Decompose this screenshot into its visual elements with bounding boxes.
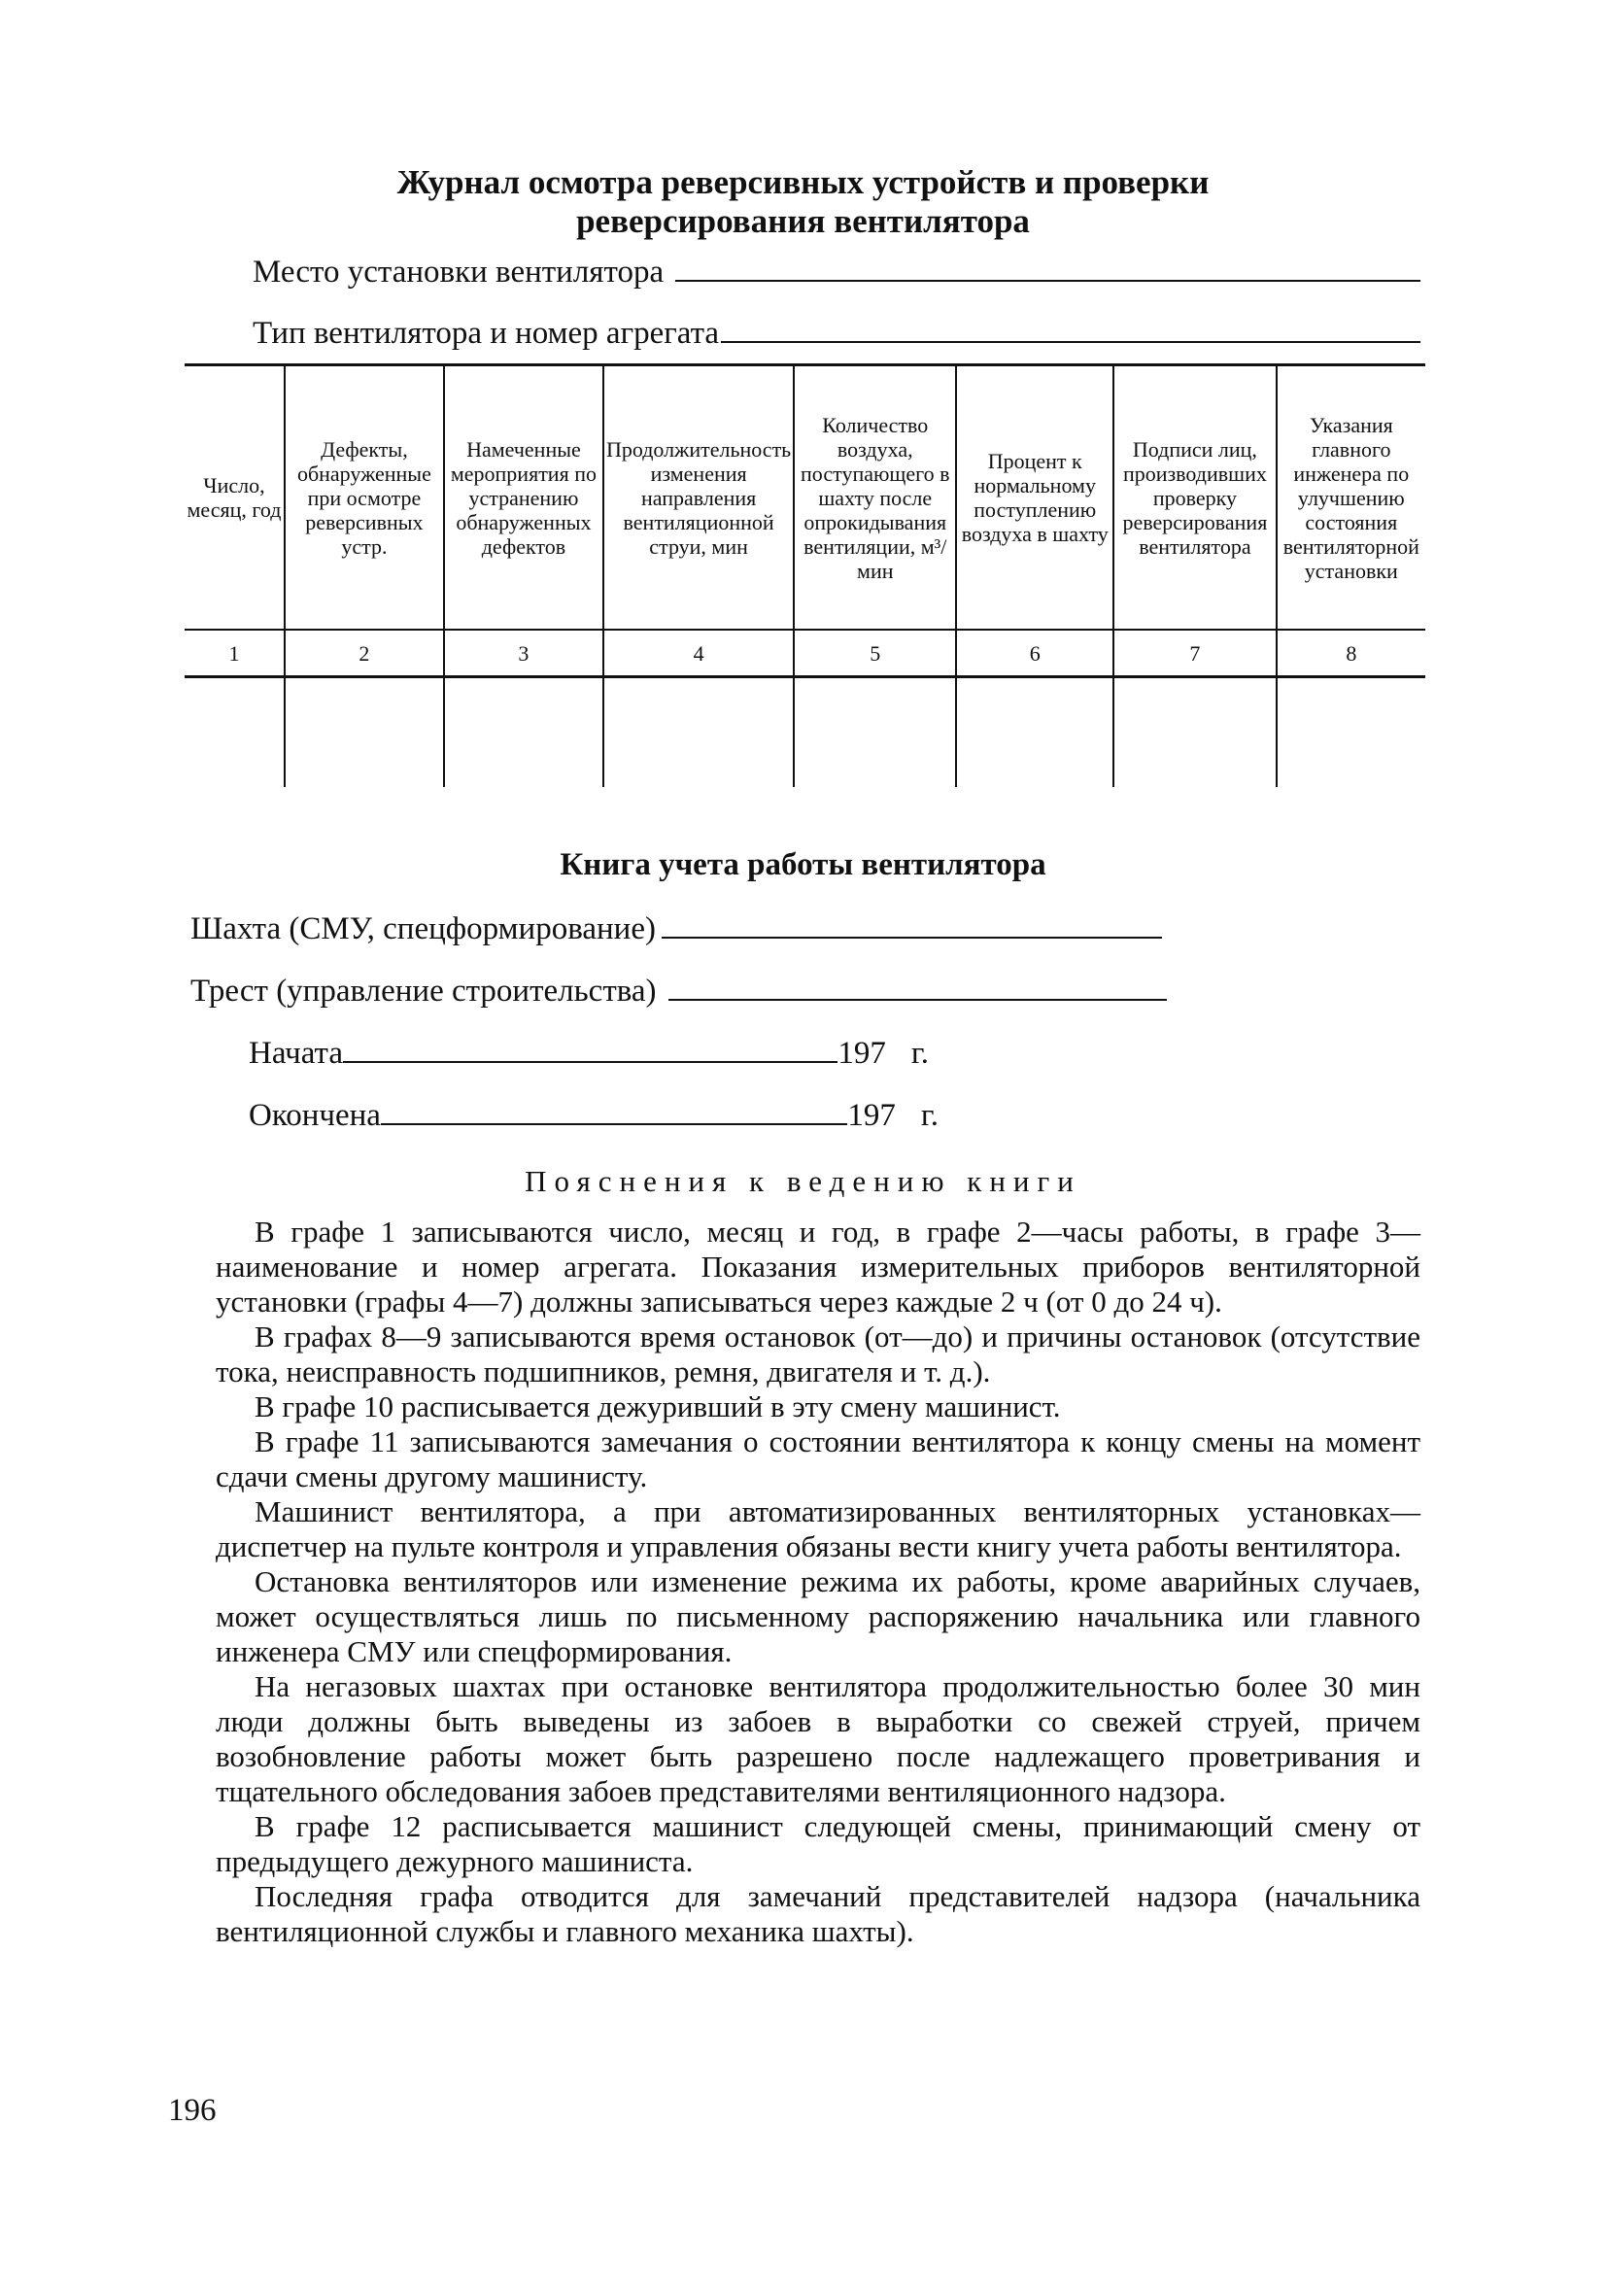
paragraph: В графах 8—9 записываются время остановок (от—до) и причины остановок (отсутствие тока, неисправность подшипников, ремня, двигателя и т. д.).	[216, 1319, 1420, 1388]
paragraph: В графе 11 записываются замечания о состоянии вентилятора к концу смены на момент сдачи смены другому машинисту.	[216, 1424, 1420, 1493]
trust-field-line[interactable]	[668, 999, 1167, 1001]
blank-cell[interactable]	[444, 677, 603, 788]
col-number: 8	[1277, 630, 1425, 677]
journal-header-row	[185, 365, 1425, 631]
mine-field-label: Шахта (СМУ, спецформирование)	[190, 911, 656, 946]
place-field-row	[253, 255, 1420, 291]
ended-year: 197	[847, 1098, 896, 1133]
blank-cell[interactable]	[956, 677, 1113, 788]
col-number: 2	[285, 630, 444, 677]
journal-title	[0, 163, 1606, 241]
type-field-label: Тип вентилятора и номер агрегата	[253, 316, 720, 351]
blank-cell[interactable]	[794, 677, 956, 788]
paragraph: В графе 1 записываются число, месяц и год, в графе 2—часы работы, в графе 3—наименование и номер агрегата. Показания измерительных приборов вентиляторной установки (графы 4—7) должны записываться через каждые 2 ч (от 0 до 24 ч).	[216, 1215, 1420, 1319]
blank-entry-row	[185, 677, 1425, 788]
started-line[interactable]	[343, 1061, 837, 1063]
ended-line[interactable]	[381, 1123, 848, 1125]
started-g: г.	[910, 1036, 929, 1071]
col-number: 6	[956, 630, 1113, 677]
paragraph: Остановка вентиляторов или изменение режима их работы, кроме аварийных случаев, может осуществляться лишь по письменному распоряжению начальника или главного инженера СМУ или спецформирования.	[216, 1564, 1420, 1668]
type-field-line[interactable]	[721, 341, 1420, 343]
blank-cell[interactable]	[1277, 677, 1425, 788]
mine-field-row	[190, 911, 1162, 947]
type-field-row	[253, 316, 1420, 352]
col-header-6: Процент к нормальному поступлению воздуха в шахту	[956, 365, 1113, 631]
started-year: 197	[837, 1036, 886, 1071]
journal-title-line1: Журнал осмотра реверсивных устройств и проверки	[396, 163, 1210, 201]
blank-cell[interactable]	[185, 677, 285, 788]
paragraph: В графе 10 расписывается дежуривший в эту смену машинист.	[255, 1389, 1061, 1423]
col-header-5: Количество воздуха, поступающего в шахту после опрокидывания вентиляции, м³/мин	[794, 365, 956, 631]
blank-cell[interactable]	[603, 677, 794, 788]
paragraph: На негазовых шахтах при остановке вентилятора продолжительностью более 30 мин люди должны быть выведены из забоев в выработки со свежей струей, причем возобновление работы может быть разрешено после надлежащего проветривания и тщательного обследования забоев представителями вентиляционного надзора.	[216, 1669, 1420, 1808]
trust-field-row	[190, 974, 1167, 1010]
col-header-1: Число, месяц, год	[187, 473, 282, 522]
page-number: 196	[168, 2093, 217, 2128]
col-header-4: Продолжительность изменения направления вентиляционной струи, мин	[603, 365, 794, 631]
mine-field-line[interactable]	[662, 937, 1162, 939]
col-number: 5	[794, 630, 956, 677]
paragraph: Последняя графа отводится для замечаний представителей надзора (начальника вентиляционной службы и главного механика шахты).	[216, 1879, 1420, 1948]
book-title: Книга учета работы вентилятора	[560, 847, 1046, 882]
trust-field-label: Трест (управление строительства)	[190, 974, 657, 1009]
col-header-7: Подписи лиц, производивших проверку реверсирования вентилятора	[1113, 365, 1276, 631]
col-header-3: Намеченные мероприятия по устранению обнаруженных дефектов	[444, 365, 603, 631]
ended-field-row	[249, 1098, 939, 1134]
col-number: 3	[444, 630, 603, 677]
col-number: 7	[1113, 630, 1276, 677]
col-header-2: Дефекты, обнаруженные при осмотре реверсивных устр.	[285, 365, 444, 631]
place-field-label: Место установки вентилятора	[253, 255, 665, 290]
started-field-row	[249, 1036, 929, 1072]
started-label: Начата	[249, 1036, 344, 1071]
blank-cell[interactable]	[1113, 677, 1276, 788]
journal-title-line2: реверсирования вентилятора	[576, 202, 1030, 240]
ended-g: г.	[920, 1098, 939, 1133]
paragraph: Машинист вентилятора, а при автоматизированных вентиляторных установках—диспетчер на пульте контроля и управления обязаны вести книгу учета работы вентилятора.	[216, 1494, 1420, 1563]
paragraph: В графе 12 расписывается машинист следующей смены, принимающий смену от предыдущего дежурного машиниста.	[216, 1809, 1420, 1878]
col-number: 1	[185, 630, 285, 677]
col-number: 4	[603, 630, 794, 677]
blank-cell[interactable]	[285, 677, 444, 788]
journal-table	[185, 363, 1425, 787]
column-number-row	[185, 630, 1425, 677]
explanations-title: Пояснения к ведению книги	[525, 1164, 1081, 1198]
ended-label: Окончена	[249, 1098, 381, 1133]
explanations-body	[216, 1215, 1420, 1949]
place-field-line[interactable]	[675, 280, 1420, 282]
col-header-8: Указания главного инженера по улучшению состояния вентиляторной установки	[1277, 365, 1425, 631]
